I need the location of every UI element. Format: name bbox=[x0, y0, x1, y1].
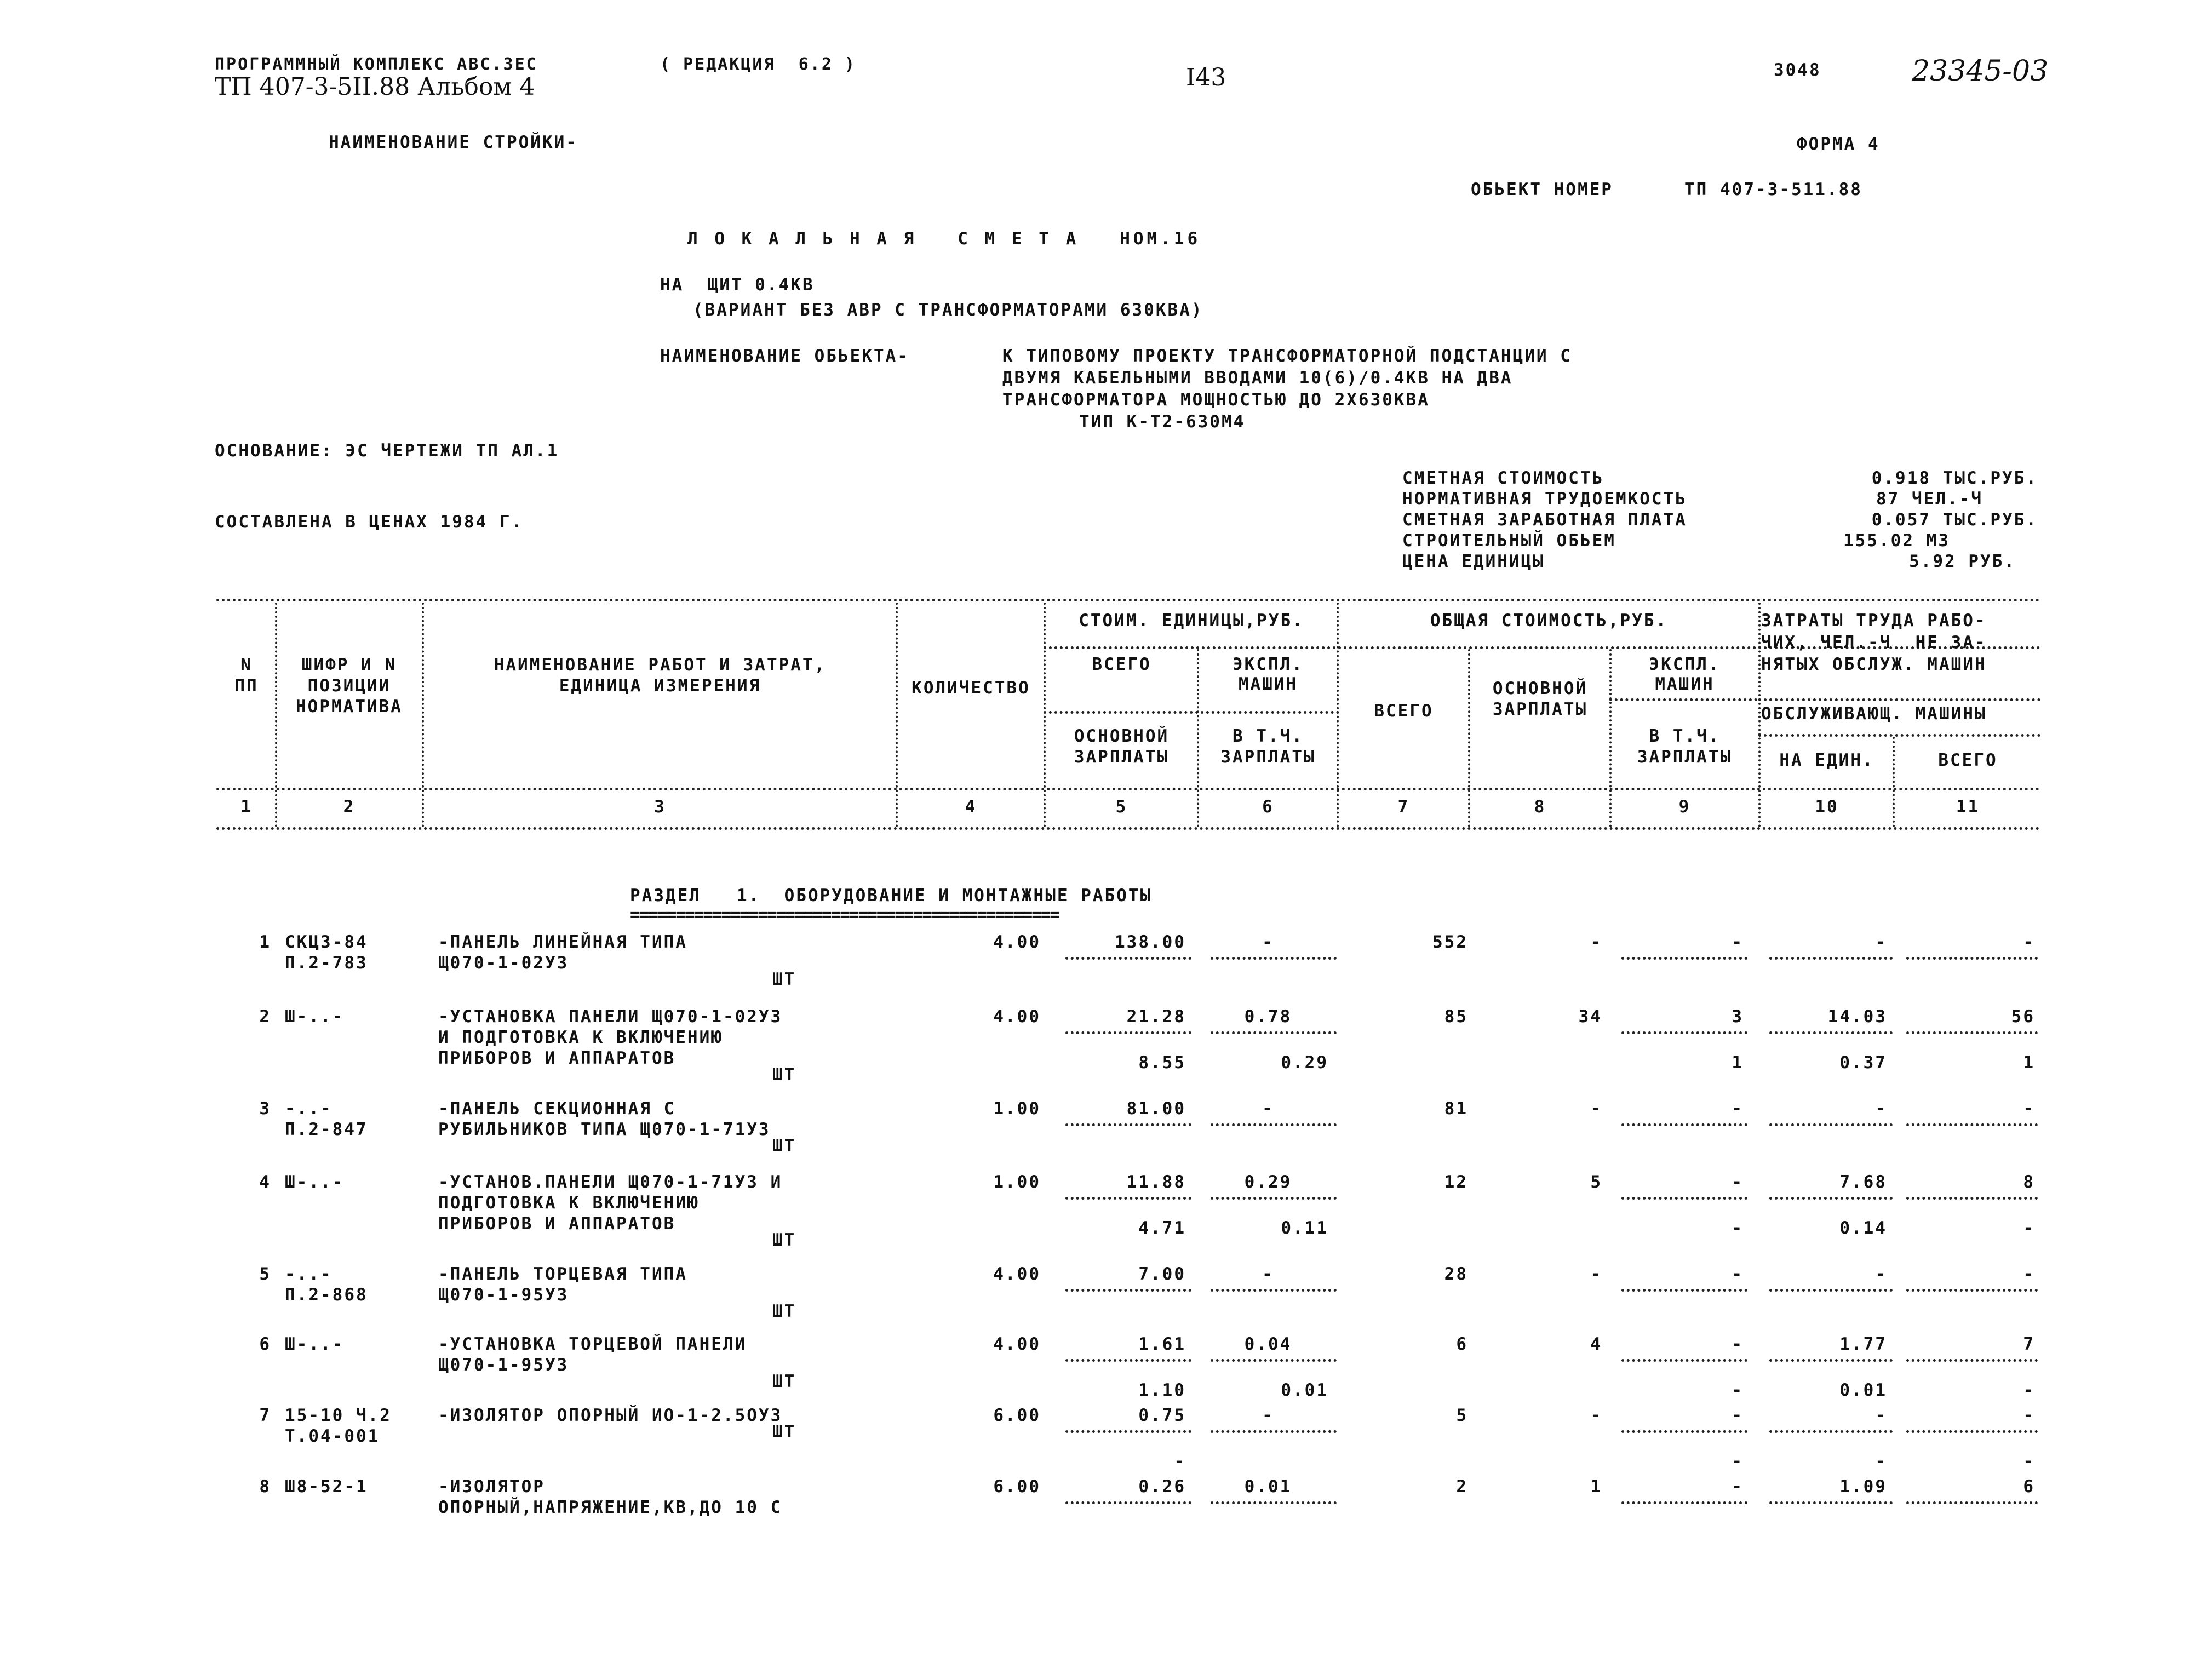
row-code: Ш-..- bbox=[285, 1007, 345, 1027]
row-labor-unit: - bbox=[1875, 1406, 1887, 1425]
row-labor-total: 6 bbox=[2023, 1477, 2035, 1496]
row-total-wage: 5 bbox=[1590, 1172, 1602, 1192]
row-unit-wage: 4.71 bbox=[1138, 1218, 1186, 1238]
col-header-code: ШИФР И N ПОЗИЦИИ НОРМАТИВА bbox=[296, 655, 403, 716]
col-header-11: ВСЕГО bbox=[1938, 750, 1998, 770]
labor-group-label: ЗАТРАТЫ ТРУДА РАБО- ЧИХ, ЧЕЛ.-Ч НЕ ЗА- НЯТЫХ ОБСЛУЖ. МАШИН bbox=[1761, 611, 1987, 674]
col-number-2: 2 bbox=[343, 797, 356, 817]
row-unit-wage: - bbox=[1174, 1452, 1186, 1471]
row-labor-unit: 1.77 bbox=[1839, 1334, 1887, 1354]
table-header-rule bbox=[216, 788, 2040, 790]
row-total-wage: 4 bbox=[1590, 1334, 1602, 1354]
row-unit-cost-total: 21.28 bbox=[1126, 1007, 1186, 1027]
row-number: 8 bbox=[259, 1477, 271, 1496]
col-header-6-bottom: В Т.Ч. ЗАРПЛАТЫ bbox=[1220, 726, 1316, 767]
edition-label: ( РЕДАКЦИЯ 6.2 ) bbox=[660, 55, 857, 74]
row-total-machines: - bbox=[1732, 1264, 1744, 1284]
row-code: 15-10 Ч.2 bbox=[285, 1406, 392, 1425]
row-description: -ПАНЕЛЬ ЛИНЕЙНАЯ ТИПА bbox=[438, 932, 687, 952]
row-total-cost: 28 bbox=[1444, 1264, 1468, 1284]
row-description: -УСТАНОВКА ПАНЕЛИ Щ070-1-02У3 bbox=[438, 1007, 783, 1027]
row-unit-cost-rule-6 bbox=[1211, 1430, 1337, 1433]
row-total-cost: 12 bbox=[1444, 1172, 1468, 1192]
row-number: 5 bbox=[259, 1264, 271, 1284]
col-number-7: 7 bbox=[1397, 797, 1410, 817]
row-number: 3 bbox=[259, 1099, 271, 1119]
col-number-5: 5 bbox=[1115, 797, 1128, 817]
summary-label-cost: СМЕТНАЯ СТОИМОСТЬ bbox=[1402, 468, 1604, 488]
col-header-8: ОСНОВНОЙ ЗАРПЛАТЫ bbox=[1492, 679, 1588, 719]
row-labor-rule-10 bbox=[1769, 1031, 1893, 1034]
row-code-position: П.2-868 bbox=[285, 1285, 368, 1305]
row-unit: ШТ bbox=[772, 1301, 796, 1321]
row-description: -ИЗОЛЯТОР bbox=[438, 1477, 545, 1496]
row-total-machines: - bbox=[1732, 1172, 1744, 1192]
row-total-rule-9 bbox=[1621, 1430, 1747, 1433]
col-header-10: НА ЕДИН. bbox=[1779, 750, 1874, 770]
row-quantity: 1.00 bbox=[993, 1172, 1041, 1192]
row-number: 7 bbox=[259, 1406, 271, 1425]
row-unit-cost-rule-5 bbox=[1065, 1123, 1191, 1126]
object-name-label: НАИМЕНОВАНИЕ ОБЬЕКТА- bbox=[660, 346, 909, 366]
form-label: ФОРМА 4 bbox=[1797, 134, 1880, 154]
row-labor-rule-10 bbox=[1769, 1501, 1893, 1504]
basis-line: ОСНОВАНИЕ: ЭС ЧЕРТЕЖИ ТП АЛ.1 bbox=[215, 441, 559, 461]
row-code: Ш-..- bbox=[285, 1172, 345, 1192]
row-unit-cost-total: 0.26 bbox=[1138, 1477, 1186, 1496]
row-total-rule-9 bbox=[1621, 1501, 1747, 1504]
row-unit: ШТ bbox=[772, 1065, 796, 1085]
row-code: СКЦ3-84 bbox=[285, 932, 368, 952]
row-description: -ПАНЕЛЬ ТОРЦЕВАЯ ТИПА bbox=[438, 1264, 687, 1284]
col-number-11: 11 bbox=[1956, 797, 1980, 817]
row-code: -..- bbox=[285, 1264, 333, 1284]
summary-label-volume: СТРОИТЕЛЬНЫЙ ОБЬЕМ bbox=[1402, 531, 1616, 551]
row-unit-cost-total: 0.75 bbox=[1138, 1406, 1186, 1425]
row-labor-machine-total: - bbox=[2023, 1380, 2035, 1400]
row-labor-unit: 14.03 bbox=[1827, 1007, 1887, 1027]
summary-label-labor: НОРМАТИВНАЯ ТРУДОЕМКОСТЬ bbox=[1402, 489, 1687, 509]
row-total-rule-9 bbox=[1621, 957, 1747, 960]
estimate-variant: (ВАРИАНТ БЕЗ АВР С ТРАНСФОРМАТОРАМИ 630КВА) bbox=[693, 300, 1203, 320]
col-sep-4 bbox=[1044, 603, 1046, 827]
col-header-5-top: ВСЕГО bbox=[1092, 655, 1151, 674]
row-description: -УСТАНОВКА ТОРЦЕВОЙ ПАНЕЛИ bbox=[438, 1334, 747, 1354]
row-labor-total: 56 bbox=[2011, 1007, 2035, 1027]
row-description-line-2: Щ070-1-02У3 bbox=[438, 953, 569, 973]
row-unit-cost-total: 1.61 bbox=[1138, 1334, 1186, 1354]
row-description: -ИЗОЛЯТОР ОПОРНЫЙ ИО-1-2.5ОУ3 bbox=[438, 1406, 783, 1425]
row-quantity: 4.00 bbox=[993, 932, 1041, 952]
col-sep-2 bbox=[422, 603, 424, 827]
row-total-machines: - bbox=[1732, 1406, 1744, 1425]
row-total-machines: - bbox=[1732, 1334, 1744, 1354]
row-unit-cost-rule-5 bbox=[1065, 1031, 1191, 1034]
row-labor-rule-10 bbox=[1769, 1197, 1893, 1200]
code-label: 3048 bbox=[1774, 60, 1821, 80]
row-labor-total: - bbox=[2023, 1099, 2035, 1119]
row-total-rule-9 bbox=[1621, 1031, 1747, 1034]
row-unit: ШТ bbox=[772, 970, 796, 989]
col-sep-6 bbox=[1337, 603, 1339, 827]
object-name-line-3: ТРАНСФОРМАТОРА МОЩНОСТЬЮ ДО 2Х630КВА bbox=[1002, 390, 1430, 410]
section-title: РАЗДЕЛ 1. ОБОРУДОВАНИЕ И МОНТАЖНЫЕ РАБОТЫ bbox=[630, 886, 1153, 905]
row-labor-rule-11 bbox=[1906, 1197, 2038, 1200]
col-number-3: 3 bbox=[654, 797, 666, 817]
row-unit-cost-total: 11.88 bbox=[1126, 1172, 1186, 1192]
estimate-for-line: НА ЩИТ 0.4КВ bbox=[660, 275, 815, 295]
row-unit-cost-machines: 0.01 bbox=[1244, 1477, 1292, 1496]
summary-value-labor: 87 ЧЕЛ.-Ч bbox=[1876, 489, 1983, 509]
row-unit-cost-rule-5 bbox=[1065, 1197, 1191, 1200]
row-total-wage: - bbox=[1590, 932, 1602, 952]
row-unit: ШТ bbox=[772, 1230, 796, 1250]
row-code: Ш8-52-1 bbox=[285, 1477, 368, 1496]
row-unit-cost-total: 7.00 bbox=[1138, 1264, 1186, 1284]
mach-mid-rule bbox=[1609, 698, 1757, 701]
row-total-cost: 81 bbox=[1444, 1099, 1468, 1119]
row-labor-total: - bbox=[2023, 932, 2035, 952]
row-total-rule-9 bbox=[1621, 1197, 1747, 1200]
row-quantity: 1.00 bbox=[993, 1099, 1041, 1119]
table-numbers-rule bbox=[216, 827, 2040, 830]
row-unit-cost-machines: - bbox=[1262, 932, 1274, 952]
row-labor-machine-unit: 0.37 bbox=[1839, 1053, 1887, 1073]
col-sep-8 bbox=[1609, 649, 1612, 827]
row-total-wage: - bbox=[1590, 1264, 1602, 1284]
estimate-title: Л О К А Л Ь Н А Я С М Е Т А НОМ.16 bbox=[687, 229, 1201, 249]
row-unit-cost-machines: 0.29 bbox=[1244, 1172, 1292, 1192]
summary-value-cost: 0.918 ТЫС.РУБ. bbox=[1871, 468, 2038, 488]
row-unit-cost-machines: - bbox=[1262, 1099, 1274, 1119]
col-number-6: 6 bbox=[1262, 797, 1274, 817]
row-description-line-2: И ПОДГОТОВКА К ВКЛЮЧЕНИЮ bbox=[438, 1028, 723, 1047]
summary-value-volume: 155.02 М3 bbox=[1843, 531, 1950, 551]
section-underline: =============================================== bbox=[630, 905, 1059, 925]
album-label: ТП 407-3-5II.88 Альбом 4 bbox=[215, 73, 535, 101]
row-unit-cost-rule-5 bbox=[1065, 1501, 1191, 1504]
col-sep-9 bbox=[1758, 603, 1761, 827]
labor-mid-rule-1 bbox=[1758, 698, 2040, 701]
summary-value-unit-price: 5.92 РУБ. bbox=[1909, 552, 2016, 571]
row-unit-cost-rule-6 bbox=[1211, 1123, 1337, 1126]
row-labor-rule-11 bbox=[1906, 1031, 2038, 1034]
row-code-position: П.2-847 bbox=[285, 1120, 368, 1139]
row-total-machine-wage: - bbox=[1732, 1380, 1744, 1400]
row-total-rule-9 bbox=[1621, 1359, 1747, 1362]
row-unit-cost-machines: 0.04 bbox=[1244, 1334, 1292, 1354]
stamp-number: 23345-03 bbox=[1912, 55, 2049, 88]
row-description-line-2: РУБИЛЬНИКОВ ТИПА Щ070-1-71У3 bbox=[438, 1120, 771, 1139]
row-unit: ШТ bbox=[772, 1372, 796, 1391]
row-labor-machine-total: - bbox=[2023, 1452, 2035, 1471]
row-total-wage: - bbox=[1590, 1406, 1602, 1425]
row-unit-wage: 1.10 bbox=[1138, 1380, 1186, 1400]
row-labor-unit: - bbox=[1875, 1264, 1887, 1284]
row-unit-cost-rule-5 bbox=[1065, 1359, 1191, 1362]
row-labor-machine-total: - bbox=[2023, 1218, 2035, 1238]
row-labor-rule-11 bbox=[1906, 1501, 2038, 1504]
row-unit-cost-rule-6 bbox=[1211, 957, 1337, 960]
row-total-wage: 1 bbox=[1590, 1477, 1602, 1496]
summary-label-unit-price: ЦЕНА ЕДИНИЦЫ bbox=[1402, 552, 1545, 571]
row-unit-cost-machines: - bbox=[1262, 1264, 1274, 1284]
row-total-wage: - bbox=[1590, 1099, 1602, 1119]
row-description-line-3: ПРИБОРОВ И АППАРАТОВ bbox=[438, 1214, 676, 1234]
row-total-wage: 34 bbox=[1578, 1007, 1602, 1027]
col-header-description: НАИМЕНОВАНИЕ РАБОТ И ЗАТРАТ, ЕДИНИЦА ИЗМЕРЕНИЯ bbox=[494, 655, 827, 696]
row-total-machines: 3 bbox=[1732, 1007, 1744, 1027]
object-number-value: ТП 407-3-511.88 bbox=[1684, 180, 1862, 199]
col-number-8: 8 bbox=[1534, 797, 1546, 817]
summary-label-wages: СМЕТНАЯ ЗАРАБОТНАЯ ПЛАТА bbox=[1402, 510, 1687, 530]
col-header-7: ВСЕГО bbox=[1374, 701, 1434, 721]
row-total-cost: 5 bbox=[1456, 1406, 1468, 1425]
row-total-machine-wage: - bbox=[1732, 1452, 1744, 1471]
row-labor-machine-unit: 0.14 bbox=[1839, 1218, 1887, 1238]
row-labor-rule-11 bbox=[1906, 1359, 2038, 1362]
row-number: 6 bbox=[259, 1334, 271, 1354]
row-total-machines: - bbox=[1732, 1099, 1744, 1119]
col-header-9-bottom: В Т.Ч. ЗАРПЛАТЫ bbox=[1637, 726, 1733, 767]
row-quantity: 4.00 bbox=[993, 1007, 1041, 1027]
row-unit-cost-rule-5 bbox=[1065, 1289, 1191, 1292]
row-labor-rule-10 bbox=[1769, 1359, 1893, 1362]
object-name-line-4: ТИП К-Т2-630М4 bbox=[1079, 412, 1246, 432]
row-description-line-3: ПРИБОРОВ И АППАРАТОВ bbox=[438, 1048, 676, 1068]
row-labor-total: 8 bbox=[2023, 1172, 2035, 1192]
row-unit-machine-wage: 0.01 bbox=[1281, 1380, 1328, 1400]
row-unit-cost-rule-6 bbox=[1211, 1031, 1337, 1034]
row-unit-cost-rule-6 bbox=[1211, 1289, 1337, 1292]
summary-value-wages: 0.057 ТЫС.РУБ. bbox=[1871, 510, 2038, 530]
row-labor-total: - bbox=[2023, 1264, 2035, 1284]
row-unit-cost-rule-6 bbox=[1211, 1501, 1337, 1504]
object-name-line-2: ДВУМЯ КАБЕЛЬНЫМИ ВВОДАМИ 10(6)/0.4КВ НА ДВА bbox=[1002, 368, 1513, 388]
row-labor-total: - bbox=[2023, 1406, 2035, 1425]
row-total-cost: 552 bbox=[1432, 932, 1468, 952]
row-labor-rule-11 bbox=[1906, 1123, 2038, 1126]
row-number: 4 bbox=[259, 1172, 271, 1192]
program-line: ПРОГРАММНЫЙ КОМПЛЕКС АВС.3ЕС bbox=[215, 55, 538, 74]
unit-cost-group-label: СТОИМ. ЕДИНИЦЫ,РУБ. bbox=[1079, 611, 1304, 630]
unit-cost-mid-rule bbox=[1044, 711, 1339, 714]
row-total-rule-9 bbox=[1621, 1289, 1747, 1292]
row-unit-cost-rule-6 bbox=[1211, 1359, 1337, 1362]
row-unit-wage: 8.55 bbox=[1138, 1053, 1186, 1073]
object-number-label: ОБЬЕКТ НОМЕР bbox=[1471, 180, 1613, 199]
row-total-machines: - bbox=[1732, 932, 1744, 952]
row-labor-rule-11 bbox=[1906, 1289, 2038, 1292]
row-total-rule-9 bbox=[1621, 1123, 1747, 1126]
row-labor-unit: - bbox=[1875, 932, 1887, 952]
row-labor-rule-11 bbox=[1906, 1430, 2038, 1433]
row-code-position: Т.04-001 bbox=[285, 1426, 380, 1446]
row-description: -УСТАНОВ.ПАНЕЛИ Щ070-1-71У3 И bbox=[438, 1172, 783, 1192]
row-labor-rule-10 bbox=[1769, 1123, 1893, 1126]
row-labor-unit: 1.09 bbox=[1839, 1477, 1887, 1496]
table-top-rule bbox=[216, 599, 2040, 601]
row-labor-machine-unit: - bbox=[1875, 1452, 1887, 1471]
row-unit: ШТ bbox=[772, 1136, 796, 1156]
row-quantity: 4.00 bbox=[993, 1334, 1041, 1354]
col-number-4: 4 bbox=[965, 797, 977, 817]
row-code: -..- bbox=[285, 1099, 333, 1119]
row-quantity: 6.00 bbox=[993, 1477, 1041, 1496]
col-sep-3 bbox=[896, 603, 898, 827]
row-number: 1 bbox=[259, 932, 271, 952]
construction-name-label: НАИМЕНОВАНИЕ СТРОЙКИ- bbox=[329, 133, 578, 152]
row-code: Ш-..- bbox=[285, 1334, 345, 1354]
prices-line: СОСТАВЛЕНА В ЦЕНАХ 1984 Г. bbox=[215, 512, 524, 532]
col-number-1: 1 bbox=[240, 797, 253, 817]
row-description-line-2: Щ070-1-95У3 bbox=[438, 1285, 569, 1305]
row-number: 2 bbox=[259, 1007, 271, 1027]
row-description: -ПАНЕЛЬ СЕКЦИОННАЯ С bbox=[438, 1099, 676, 1119]
col-sep-7 bbox=[1468, 649, 1470, 827]
col-header-n: N ПП bbox=[234, 655, 259, 696]
row-description-line-2: ОПОРНЫЙ,НАПРЯЖЕНИЕ,КВ,ДО 10 С bbox=[438, 1498, 783, 1517]
row-unit-cost-total: 81.00 bbox=[1126, 1099, 1186, 1119]
object-name-line-1: К ТИПОВОМУ ПРОЕКТУ ТРАНСФОРМАТОРНОЙ ПОДСТАНЦИИ С bbox=[1002, 346, 1572, 366]
row-description-line-2: ПОДГОТОВКА К ВКЛЮЧЕНИЮ bbox=[438, 1193, 700, 1213]
row-labor-rule-10 bbox=[1769, 1289, 1893, 1292]
row-labor-unit: 7.68 bbox=[1839, 1172, 1887, 1192]
row-labor-machine-total: 1 bbox=[2023, 1053, 2035, 1073]
page-number: I43 bbox=[1186, 64, 1226, 91]
row-unit-cost-rule-5 bbox=[1065, 1430, 1191, 1433]
row-unit-cost-machines: 0.78 bbox=[1244, 1007, 1292, 1027]
row-labor-unit: - bbox=[1875, 1099, 1887, 1119]
row-unit-cost-rule-6 bbox=[1211, 1197, 1337, 1200]
row-unit-machine-wage: 0.29 bbox=[1281, 1053, 1328, 1073]
col-sep-5 bbox=[1197, 649, 1199, 827]
row-quantity: 6.00 bbox=[993, 1406, 1041, 1425]
row-unit: ШТ bbox=[772, 1422, 796, 1442]
row-total-cost: 85 bbox=[1444, 1007, 1468, 1027]
col-header-quantity: КОЛИЧЕСТВО bbox=[912, 678, 1030, 698]
row-description-line-2: Щ070-1-95У3 bbox=[438, 1355, 569, 1375]
row-unit-cost-rule-5 bbox=[1065, 957, 1191, 960]
col-header-5-bottom: ОСНОВНОЙ ЗАРПЛАТЫ bbox=[1074, 726, 1170, 767]
row-unit-cost-total: 138.00 bbox=[1115, 932, 1186, 952]
col-number-9: 9 bbox=[1678, 797, 1691, 817]
row-code-position: П.2-783 bbox=[285, 953, 368, 973]
total-cost-group-label: ОБЩАЯ СТОИМОСТЬ,РУБ. bbox=[1430, 611, 1668, 630]
row-unit-machine-wage: 0.11 bbox=[1281, 1218, 1328, 1238]
col-header-6-top: ЭКСПЛ. МАШИН bbox=[1233, 655, 1304, 694]
col-header-9-top: ЭКСПЛ. МАШИН bbox=[1649, 655, 1721, 694]
row-total-machine-wage: 1 bbox=[1732, 1053, 1744, 1073]
row-labor-total: 7 bbox=[2023, 1334, 2035, 1354]
row-total-cost: 2 bbox=[1456, 1477, 1468, 1496]
row-total-cost: 6 bbox=[1456, 1334, 1468, 1354]
row-labor-machine-unit: 0.01 bbox=[1839, 1380, 1887, 1400]
row-labor-rule-11 bbox=[1906, 957, 2038, 960]
row-labor-rule-10 bbox=[1769, 1430, 1893, 1433]
row-labor-rule-10 bbox=[1769, 957, 1893, 960]
row-total-machines: - bbox=[1732, 1477, 1744, 1496]
col-number-10: 10 bbox=[1815, 797, 1839, 817]
row-total-machine-wage: - bbox=[1732, 1218, 1744, 1238]
labor-mid-rule-2 bbox=[1758, 734, 2040, 737]
row-unit-cost-machines: - bbox=[1262, 1406, 1274, 1425]
row-quantity: 4.00 bbox=[993, 1264, 1041, 1284]
col-sep-10 bbox=[1893, 737, 1895, 827]
labor-sub-label: ОБСЛУЖИВАЮЩ. МАШИНЫ bbox=[1761, 704, 1987, 724]
